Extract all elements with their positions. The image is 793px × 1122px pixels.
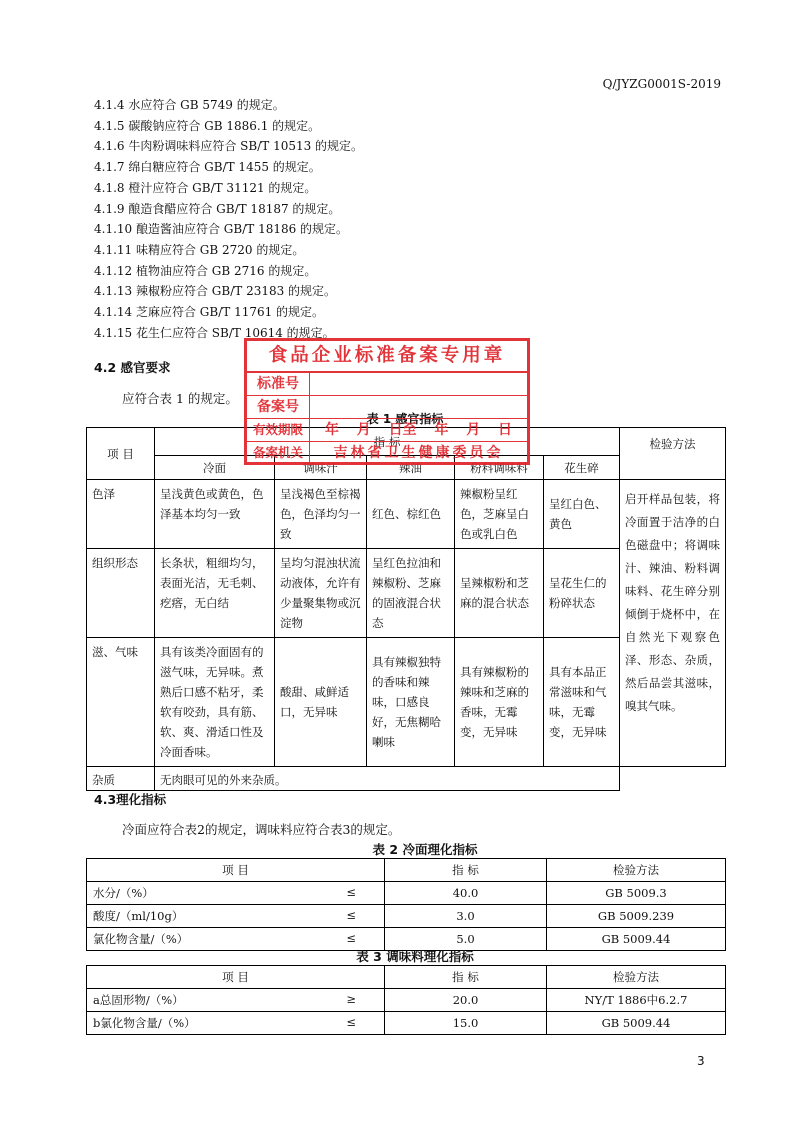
stamp-row-validity bbox=[247, 419, 527, 442]
table1-col-header: 冷面 bbox=[155, 456, 275, 480]
table1-cell: 呈浅黄色或黄色，色泽基本均匀一致 bbox=[155, 480, 275, 549]
table3-item: b氯化物含量/（%） bbox=[93, 1016, 196, 1030]
table1-header-group: 指 标 bbox=[155, 428, 620, 456]
table2-header: 检验方法 bbox=[547, 859, 726, 882]
stamp-row-standard bbox=[247, 373, 527, 396]
record-stamp bbox=[244, 338, 530, 465]
table2-op: ≤ bbox=[346, 908, 356, 922]
table1-method-text: 启开样品包装，将冷面置于洁净的白色磁盘中；将调味汁、辣油、粉料调味料、花生碎分别倾倒于烧杯中，在自然光下观察色泽、形态、杂质，然后品尝其滋味，嗅其气味。 bbox=[620, 480, 726, 767]
table3-value: 15.0 bbox=[385, 1012, 547, 1035]
clause-item: 4.1.11 味精应符合 GB 2720 的规定。 bbox=[94, 242, 305, 257]
clause-item: 4.1.10 酿造酱油应符合 GB/T 18186 的规定。 bbox=[94, 222, 349, 237]
table2-method: GB 5009.3 bbox=[547, 882, 726, 905]
table2-method: GB 5009.44 bbox=[547, 928, 726, 951]
clause-item: 4.1.14 芝麻应符合 GB/T 11761 的规定。 bbox=[94, 305, 325, 320]
table2-value: 5.0 bbox=[385, 928, 547, 951]
table3-caption: 表 3 调味料理化指标 bbox=[356, 949, 474, 964]
table1-cell: 具有辣椒粉的辣味和芝麻的香味，无霉变，无异味 bbox=[455, 638, 544, 767]
section-text-4-3: 冷面应符合表2的规定，调味料应符合表3的规定。 bbox=[122, 822, 401, 837]
table-row bbox=[87, 882, 726, 905]
table1-header-item: 项 目 bbox=[87, 428, 155, 480]
table-sensory bbox=[86, 427, 726, 791]
table3-method: NY/T 1886中6.2.7 bbox=[547, 989, 726, 1012]
table1-cell: 具有本品正常滋味和气味，无霉变，无异味 bbox=[544, 638, 620, 767]
table3-value: 20.0 bbox=[385, 989, 547, 1012]
table2-op: ≤ bbox=[346, 931, 356, 945]
table1-cell: 长条状，粗细均匀，表面光洁，无毛刺、疙瘩，无白结 bbox=[155, 549, 275, 638]
table3-op: ≥ bbox=[346, 992, 356, 1006]
clause-item: 4.1.12 植物油应符合 GB 2716 的规定。 bbox=[94, 263, 317, 278]
table1-cell: 呈浅褐色至棕褐色，色泽均匀一致 bbox=[275, 480, 367, 549]
table1-row-label: 组织形态 bbox=[87, 549, 155, 638]
document-number: Q/JYZG0001S-2019 bbox=[602, 77, 721, 91]
table-row bbox=[87, 905, 726, 928]
table1-cell: 呈红色拉油和辣椒粉、芝麻的固液混合状态 bbox=[367, 549, 455, 638]
table1-row-label: 杂质 bbox=[87, 767, 155, 791]
table2-op: ≤ bbox=[346, 885, 356, 899]
table3-header: 项 目 bbox=[87, 966, 385, 989]
table3-op: ≤ bbox=[346, 1015, 356, 1029]
stamp-label: 标准号 bbox=[247, 373, 310, 395]
table1-col-header: 粉料调味料 bbox=[455, 456, 544, 480]
table1-header-method: 检验方法 bbox=[620, 428, 726, 480]
stamp-date-char: 年 bbox=[324, 422, 339, 438]
section-heading-4-2: 4.2 感官要求 bbox=[94, 360, 171, 375]
stamp-date-char: 日 bbox=[498, 422, 513, 438]
table2-item: 酸度/（ml/10g） bbox=[93, 909, 184, 923]
stamp-date-char: 年 bbox=[434, 422, 449, 438]
table1-row-label: 滋、气味 bbox=[87, 638, 155, 767]
table2-value: 40.0 bbox=[385, 882, 547, 905]
stamp-date-char: 月 bbox=[356, 422, 371, 438]
table1-cell: 红色、棕红色 bbox=[367, 480, 455, 549]
table2-caption: 表 2 冷面理化指标 bbox=[372, 842, 478, 857]
stamp-row-authority bbox=[247, 442, 527, 464]
clause-item: 4.1.8 橙汁应符合 GB/T 31121 的规定。 bbox=[94, 180, 317, 195]
table-physchem-noodle bbox=[86, 858, 726, 951]
clause-item: 4.1.4 水应符合 GB 5749 的规定。 bbox=[94, 98, 285, 112]
table-physchem-seasoning bbox=[86, 965, 726, 1035]
table2-value: 3.0 bbox=[385, 905, 547, 928]
table1-cell: 具有该类冷面固有的滋气味，无异味。煮熟后口感不粘牙，柔软有咬劲，具有筋、软、爽、滑适口性及冷面香味。 bbox=[155, 638, 275, 767]
table1-cell: 具有辣椒独特的香味和辣味，口感良好，无焦糊哈喇味 bbox=[367, 638, 455, 767]
stamp-row-record bbox=[247, 396, 527, 419]
stamp-label: 备案机关 bbox=[247, 442, 310, 464]
table2-header: 指 标 bbox=[385, 859, 547, 882]
clause-item: 4.1.7 绵白糖应符合 GB/T 1455 的规定。 bbox=[94, 160, 321, 175]
clause-item: 4.1.15 花生仁应符合 SB/T 10614 的规定。 bbox=[94, 325, 335, 340]
section-text-4-2: 应符合表 1 的规定。 bbox=[122, 391, 238, 406]
table2-method: GB 5009.239 bbox=[547, 905, 726, 928]
stamp-label: 备案号 bbox=[247, 396, 310, 418]
table3-header: 检验方法 bbox=[547, 966, 726, 989]
table1-col-header: 调味汁 bbox=[275, 456, 367, 480]
table-row bbox=[87, 1012, 726, 1035]
stamp-authority: 吉林省卫生健康委员会 bbox=[333, 445, 504, 461]
clause-item: 4.1.5 碳酸钠应符合 GB 1886.1 的规定。 bbox=[94, 118, 321, 133]
table2-item: 水分/（%） bbox=[93, 886, 154, 900]
table2-header: 项 目 bbox=[87, 859, 385, 882]
table-row bbox=[87, 989, 726, 1012]
table3-item: a总固形物/（%） bbox=[93, 993, 184, 1007]
table1-row-label: 色泽 bbox=[87, 480, 155, 549]
stamp-date-char: 月 bbox=[466, 422, 481, 438]
table1-cell: 辣椒粉呈红色，芝麻呈白色或乳白色 bbox=[455, 480, 544, 549]
table1-merged-cell: 无肉眼可见的外来杂质。 bbox=[155, 767, 620, 791]
table3-method: GB 5009.44 bbox=[547, 1012, 726, 1035]
table1-cell: 呈辣椒粉和芝麻的混合状态 bbox=[455, 549, 544, 638]
clause-item: 4.1.9 酿造食醋应符合 GB/T 18187 的规定。 bbox=[94, 201, 341, 216]
stamp-label: 有效期限 bbox=[247, 419, 310, 441]
table3-header: 指 标 bbox=[385, 966, 547, 989]
clause-list bbox=[94, 95, 363, 343]
page-number: 3 bbox=[697, 1054, 705, 1068]
table1-cell: 呈花生仁的粉碎状态 bbox=[544, 549, 620, 638]
table1-cell: 呈均匀混浊状流动液体，允许有少量聚集物或沉淀物 bbox=[275, 549, 367, 638]
table2-item: 氯化物含量/（%） bbox=[93, 932, 189, 946]
section-heading-4-3: 4.3理化指标 bbox=[94, 792, 167, 807]
stamp-title: 食品企业标准备案专用章 bbox=[247, 341, 527, 373]
table1-col-header: 辣油 bbox=[367, 456, 455, 480]
stamp-date-char: 日至 bbox=[388, 422, 417, 438]
table1-caption: 表 1 感官指标 bbox=[366, 412, 444, 426]
clause-item: 4.1.6 牛肉粉调味料应符合 SB/T 10513 的规定。 bbox=[94, 139, 364, 154]
table1-cell: 呈红白色、黄色 bbox=[544, 480, 620, 549]
table1-col-header: 花生碎 bbox=[544, 456, 620, 480]
table1-cell: 酸甜、咸鲜适口，无异味 bbox=[275, 638, 367, 767]
clause-item: 4.1.13 辣椒粉应符合 GB/T 23183 的规定。 bbox=[94, 284, 337, 299]
